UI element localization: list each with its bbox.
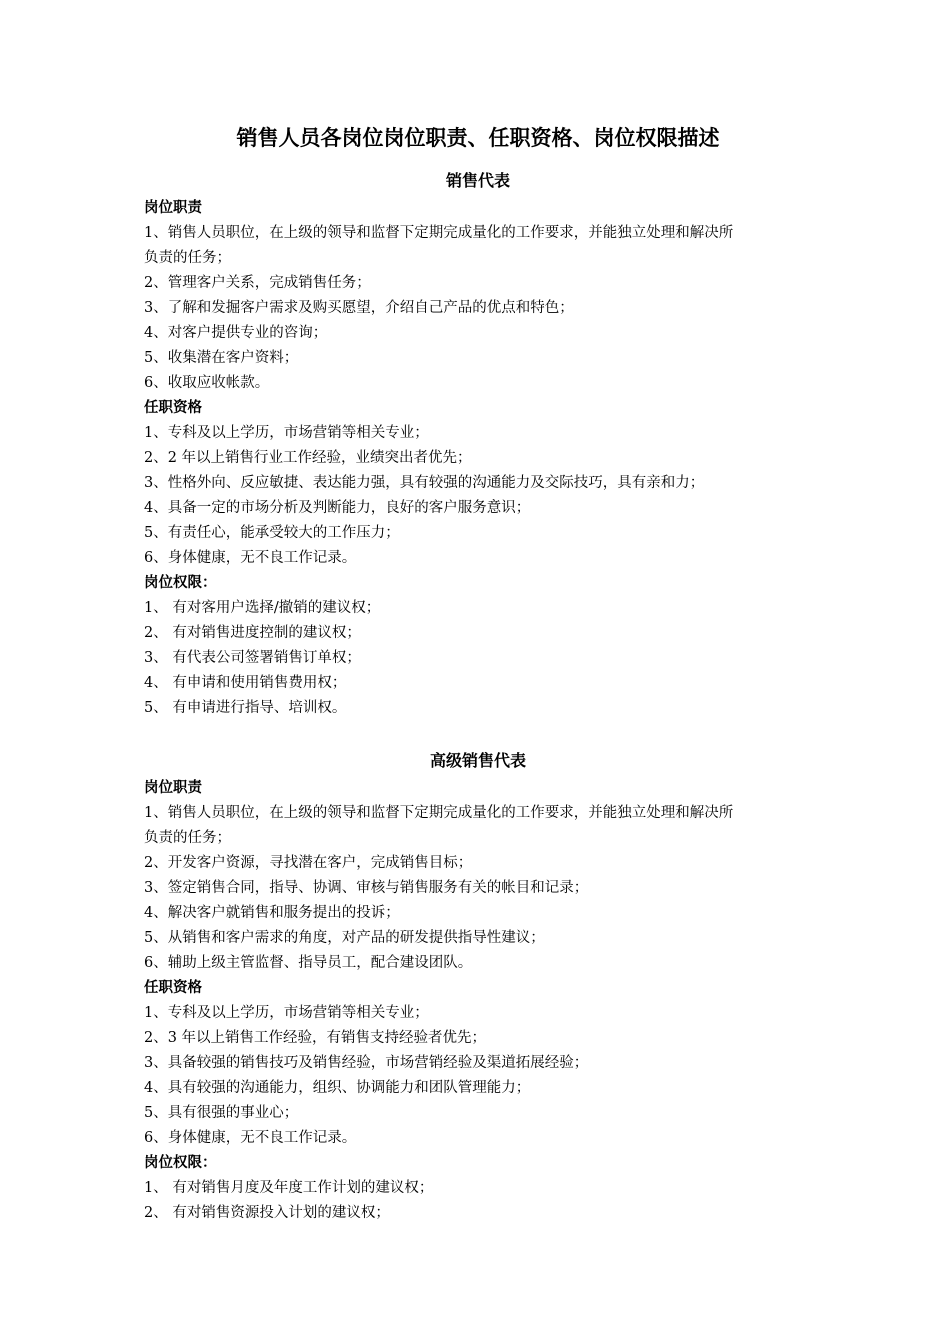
qualifications-heading: 任职资格 (144, 980, 202, 996)
authority-item: 2、 有对销售进度控制的建议权； (144, 625, 361, 641)
duty-item: 负责的任务； (144, 250, 231, 266)
duty-item: 6、辅助上级主管监督、指导员工，配合建设团队。 (144, 955, 473, 971)
section-title: 高级销售代表 (429, 751, 526, 770)
duty-item: 3、签定销售合同，指导、协调、审核与销售服务有关的帐目和记录； (144, 880, 589, 896)
section-title: 销售代表 (445, 171, 510, 190)
duty-item: 5、从销售和客户需求的角度，对产品的研发提供指导性建议； (144, 930, 545, 946)
duties-heading: 岗位职责 (144, 780, 202, 796)
duty-item: 2、管理客户关系，完成销售任务； (144, 275, 371, 291)
section-gap (144, 721, 812, 746)
authority-item: 4、 有申请和使用销售费用权； (144, 675, 347, 691)
duty-item: 1、销售人员职位，在上级的领导和监督下定期完成量化的工作要求，并能独立处理和解决所 (144, 805, 734, 821)
duty-item: 4、解决客户就销售和服务提出的投诉； (144, 905, 400, 921)
qualification-item: 4、具备一定的市场分析及判断能力，良好的客户服务意识； (144, 500, 531, 516)
document-title: 销售人员各岗位岗位职责、任职资格、岗位权限描述 (236, 126, 720, 150)
duty-item: 负责的任务； (144, 830, 231, 846)
qualification-item: 6、身体健康，无不良工作记录。 (144, 550, 357, 566)
authority-item: 1、 有对客用户选择/撤销的建议权； (144, 600, 381, 616)
authority-item: 5、 有申请进行指导、培训权。 (144, 700, 347, 716)
duty-item: 2、开发客户资源，寻找潜在客户，完成销售目标； (144, 855, 473, 871)
duty-item: 3、了解和发掘客户需求及购买愿望，介绍自己产品的优点和特色； (144, 300, 574, 316)
qualification-item: 3、性格外向、反应敏捷、表达能力强，具有较强的沟通能力及交际技巧，具有亲和力； (144, 475, 705, 491)
qualification-item: 3、具备较强的销售技巧及销售经验，市场营销经验及渠道拓展经验； (144, 1055, 589, 1071)
job-section (144, 166, 812, 721)
duties-heading: 岗位职责 (144, 200, 202, 216)
document-content (144, 118, 812, 1226)
duty-item: 1、销售人员职位，在上级的领导和监督下定期完成量化的工作要求，并能独立处理和解决所 (144, 225, 734, 241)
sections-container (144, 166, 812, 1226)
authority-item: 2、 有对销售资源投入计划的建议权； (144, 1205, 390, 1221)
qualification-item: 2、2 年以上销售行业工作经验，业绩突出者优先； (144, 450, 472, 466)
qualification-item: 1、专科及以上学历，市场营销等相关专业； (144, 1005, 429, 1021)
qualification-item: 1、专科及以上学历，市场营销等相关专业； (144, 425, 429, 441)
authority-item: 1、 有对销售月度及年度工作计划的建议权； (144, 1180, 434, 1196)
qualification-item: 5、具有很强的事业心； (144, 1105, 299, 1121)
duty-item: 6、收取应收帐款。 (144, 375, 270, 391)
qualification-item: 5、有责任心，能承受较大的工作压力； (144, 525, 400, 541)
duty-item: 5、收集潜在客户资料； (144, 350, 299, 366)
authority-heading: 岗位权限： (144, 575, 217, 591)
job-section (144, 721, 812, 1226)
authority-heading: 岗位权限： (144, 1155, 217, 1171)
qualification-item: 4、具有较强的沟通能力，组织、协调能力和团队管理能力； (144, 1080, 531, 1096)
qualification-item: 2、3 年以上销售工作经验，有销售支持经验者优先； (144, 1030, 487, 1046)
authority-item: 3、 有代表公司签署销售订单权； (144, 650, 361, 666)
qualification-item: 6、身体健康，无不良工作记录。 (144, 1130, 357, 1146)
duty-item: 4、对客户提供专业的咨询； (144, 325, 328, 341)
qualifications-heading: 任职资格 (144, 400, 202, 416)
